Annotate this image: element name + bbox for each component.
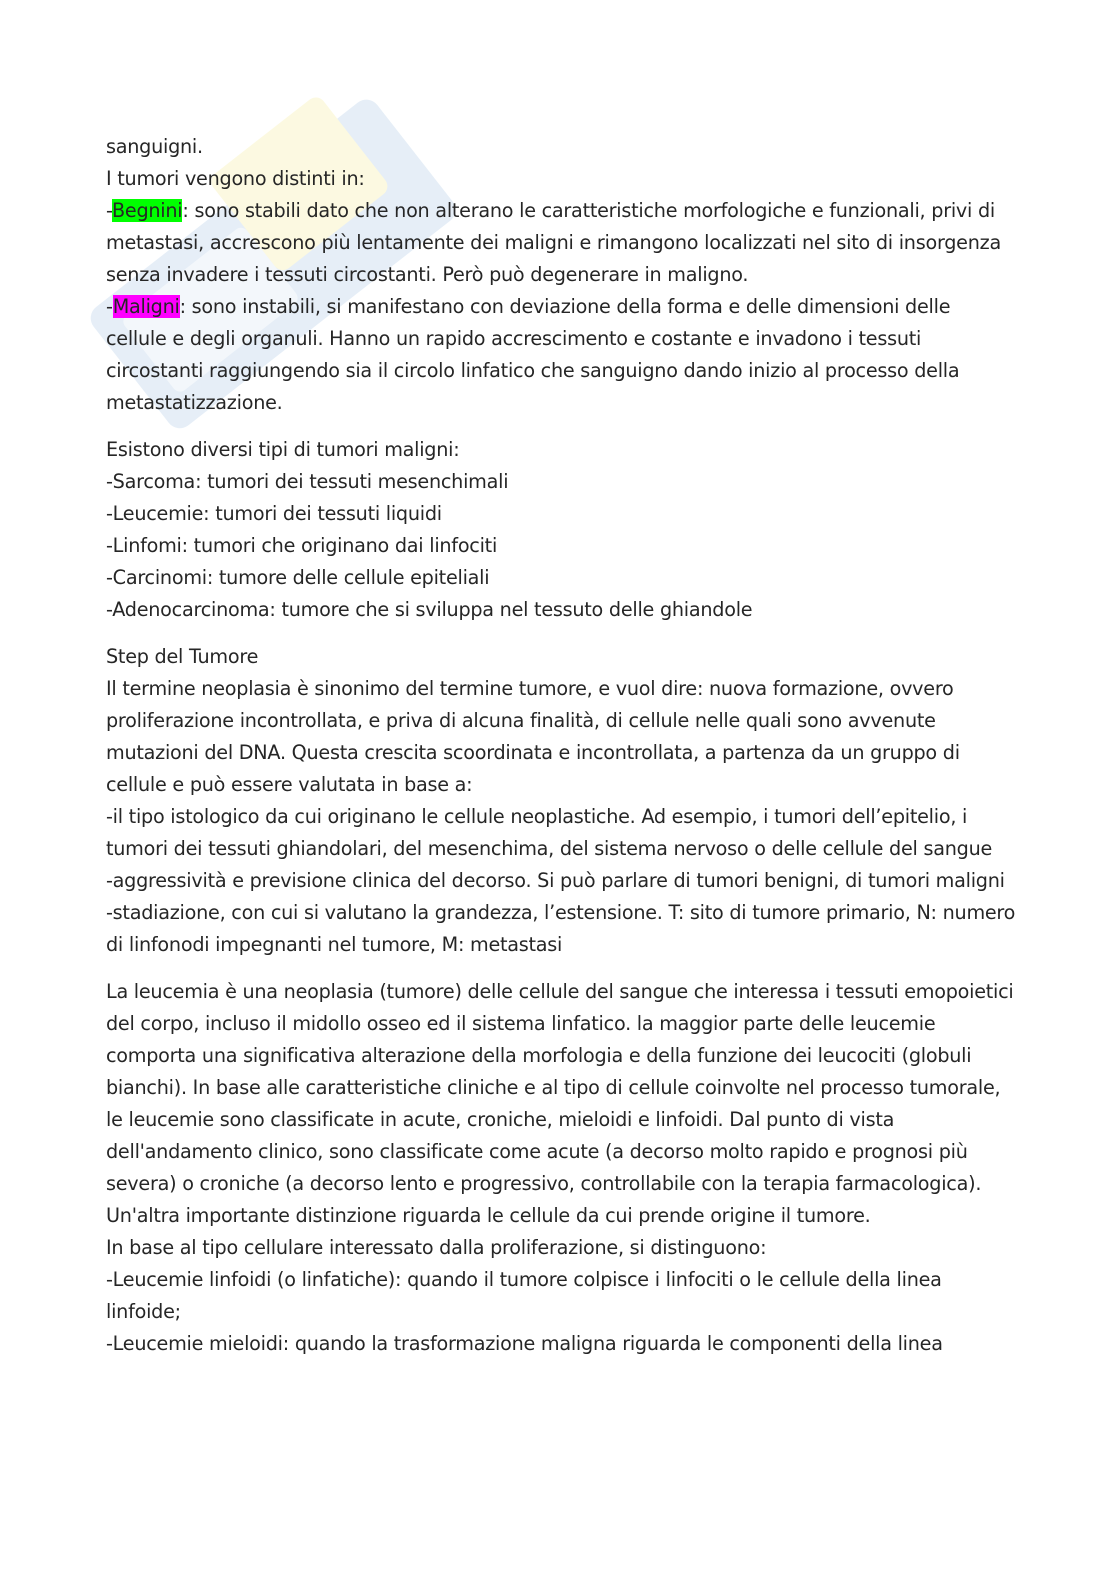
cell-type-intro: In base al tipo cellulare interessato dalla proliferazione, si distinguono: — [106, 1236, 767, 1259]
highlighted-term-maligni: Maligni — [112, 295, 180, 318]
malignant-text: : sono instabili, si manifestano con deviazione della forma e delle dimensioni delle cellule e degli organuli. Hanno un rapido accrescimento e costante e invadono i tessuti circostanti raggiungendo sia il circolo linfatico che sanguigno dando inizio al processo della metastatizzazione. — [106, 295, 960, 414]
benign-text: : sono stabili dato che non alterano le caratteristiche morfologiche e funzionali, privi di metastasi, accrescono più lentamente dei maligni e rimangono localizzati nel sito di insorgenza senza invadere i tessuti circostanti. Però può degenerare in maligno. — [106, 199, 1001, 286]
list-item: -Leucemie mieloidi: quando la trasformazione maligna riguarda le componenti della linea — [106, 1332, 943, 1355]
list-item: -stadiazione, con cui si valutano la grandezza, l’estensione. T: sito di tumore primario, N: numero di linfonodi impegnanti nel tumore, M: metastasi — [106, 901, 1016, 956]
highlighted-term-begnini: Begnini — [112, 199, 183, 222]
neoplasia-paragraph: Il termine neoplasia è sinonimo del termine tumore, e vuol dire: nuova formazione, ovvero proliferazione incontrollata, e priva di alcuna finalità, di cellule nelle quali sono avvenute mutazioni del DNA. Questa crescita scoordinata e incontrollata, a partenza da un gruppo di cellule e può essere valutata in base a: — [106, 677, 960, 796]
malignant-types-heading: Esistono diversi tipi di tumori maligni: — [106, 438, 460, 461]
list-item: -Adenocarcinoma: tumore che si sviluppa nel tessuto delle ghiandole — [106, 598, 753, 621]
malignant-definition — [106, 291, 1016, 419]
list-item: -aggressività e previsione clinica del decorso. Si può parlare di tumori benigni, di tumori maligni — [106, 869, 1005, 892]
list-dash: - — [106, 199, 112, 222]
list-item: -il tipo istologico da cui originano le cellule neoplastiche. Ad esempio, i tumori dell’epitelio, i tumori dei tessuti ghiandolari, del mesenchima, del sistema nervoso o delle cellule del sangue — [106, 805, 993, 860]
list-item: -Carcinomi: tumore delle cellule epiteliali — [106, 566, 490, 589]
list-dash: - — [106, 295, 113, 318]
list-item: -Leucemie linfoidi (o linfatiche): quando il tumore colpisce i linfociti o le cellule della linea linfoide; — [106, 1268, 942, 1323]
tumor-types-intro: I tumori vengono distinti in: — [106, 167, 365, 190]
list-item: -Linfomi: tumori che originano dai linfociti — [106, 534, 498, 557]
benign-definition — [106, 195, 1016, 291]
list-item: -Leucemie: tumori dei tessuti liquidi — [106, 502, 442, 525]
section-heading-step: Step del Tumore — [106, 645, 259, 668]
text-line: sanguigni. — [106, 135, 203, 158]
list-item: -Sarcoma: tumori dei tessuti mesenchimali — [106, 470, 509, 493]
leukemia-paragraph: La leucemia è una neoplasia (tumore) delle cellule del sangue che interessa i tessuti emopoietici del corpo, incluso il midollo osseo ed il sistema linfatico. la maggior parte delle leucemie comporta una significativa alterazione della morfologia e della funzione dei leucociti (globuli bianchi). In base alle caratteristiche cliniche e al tipo di cellule coinvolte nel processo tumorale, le leucemie sono classificate in acute, croniche, mieloidi e linfoidi. Dal punto di vista dell'andamento clinico, sono classificate come acute (a decorso molto rapido e prognosi più severa) o croniche (a decorso lento e progressivo, controllabile con la terapia farmacologica). Un'altra importante distinzione riguarda le cellule da cui prende origine il tumore. — [106, 980, 1014, 1227]
document-body — [106, 131, 1016, 1360]
